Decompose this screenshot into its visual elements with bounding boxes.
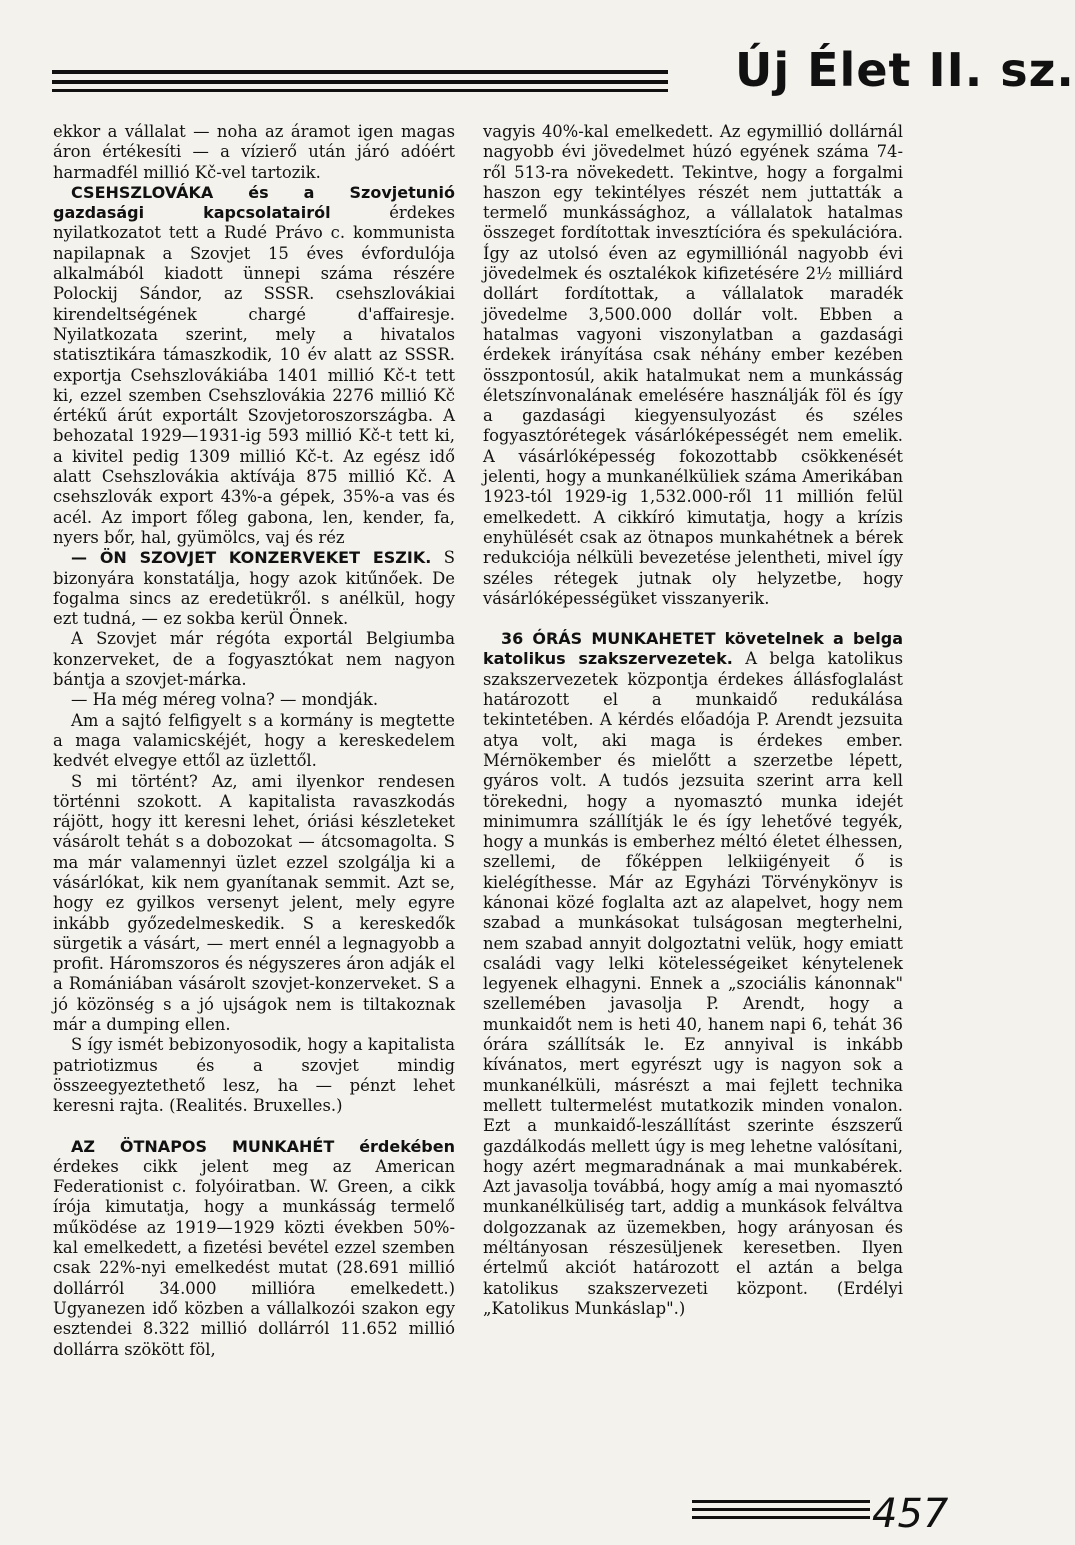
source-citation: (Realités. Bruxelles.) xyxy=(169,1096,343,1116)
paragraph-body: érdekes cikk jelent meg az American Federationist c. folyóiratban. W. Green, a cikk írója kimutatja, hogy a munkásság termelő működése az 1919—1929 közti években 50%-kal emelkedett, a fizetési bevétel ezzel szemben csak 22%-nyi emelkedést mutat (28.691 millió dollárról 34.000 millióra emelkedett.) Ugyanezen idő közben a vállalkozói szakon egy esztendei 8.322 millió dollárról 11.652 millió dollárra szökött föl, xyxy=(53,1156,455,1359)
paragraph xyxy=(53,1035,455,1116)
section-heading: — ÖN SZOVJET KONZERVEKET ESZIK. xyxy=(71,548,432,568)
paragraph xyxy=(483,629,903,1319)
paragraph: S mi történt? Az, ami ilyenkor rendesen történni szokott. A kapitalista ravaszkodás rájött, hogy itt keresni lehet, óriási készleteket vásárolt tehát s a dobozokat — átcsomagolta. S ma már valamennyi üzlet ezzel szolgálja ki a vásárlókat, kik nem gyanítanak semmit. Azt se, hogy ez gyilkos versenyt jelent, mely egyre inkább győzedelmeskedik. S a kereskedők sürgetik a vásárt, — mert ennél a legnagyobb a profit. Háromszoros és négyszeres áron adják el a Romániában vásárolt szovjet-konzerveket. S a jó közönség s a jó ujságok nem is tiltakoznak már a dumping ellen. xyxy=(53,771,455,1035)
paragraph-body: S bizonyára konstatálja, hogy azok kitűnőek. De fogalma sincs az eredetükről. s anélkül, hogy ezt tudná, — ez sokba kerül Önnek. xyxy=(53,548,455,629)
left-column xyxy=(53,122,455,1360)
footer-rule xyxy=(692,1508,870,1511)
header-rule xyxy=(52,70,668,74)
paragraph: ekkor a vállalat — noha az áramot igen magas áron értékesíti — a vízierő után járó adóért harmadfél millió Kč-vel tartozik. xyxy=(53,122,455,182)
journal-title: Új Élet II. sz. xyxy=(735,43,1075,97)
paragraph xyxy=(53,1137,455,1360)
page-number: 457 xyxy=(872,1491,949,1537)
paragraph: Am a sajtó felfigyelt s a kormány is megtette a maga valamicskéjét, hogy a kereskedelem kedvét elvegye ettől az üzlettől. xyxy=(53,710,455,771)
paragraph xyxy=(53,548,455,629)
paragraph-body: S így ismét bebizonyosodik, hogy a kapitalista patriotizmus és a szovjet mindig összeegyeztethető lesz, ha — pénzt lehet keresni rajta. xyxy=(53,1035,455,1116)
section-heading: AZ ÖTNAPOS MUNKAHÉT érdekében xyxy=(71,1136,455,1156)
paragraph-body: A belga katolikus szakszervezetek központja érdekes állásfoglalást határozott el a munkaidő redukálása tekintetében. A kérdés előadója P. Arendt jezsuita atya volt, aki maga is érdekes ember. Mérnökember és mielőtt a szerzetbe lépett, gyáros volt. A tudós jezsuita szerint arra kell törekedni, hogy a nyomasztó munka idejét minimumra szállítják le és így lehetővé tegyék, hogy a munkás is emberhez méltó életet élhessen, szellemi, de főképpen lelkiigényeit ő is kielégíthesse. Már az Egyházi Törvénykönyv is kánonai közé foglalta azt az alapelvet, hogy nem szabad a munkásokat tulságosan megterhelni, nem szabad annyit dolgoztatni velük, hogy emiatt családi vagy lelki kötelességeiket kénytelenek legyenek elhagyni. Ennek a „szociális kánonnak" szellemében javasolja P. Arendt, hogy a munkaidőt nem is heti 40, hanem napi 6, tehát 36 órára szállítsák le. Ez annyival is inkább kívánatos, mert egyrészt ugy is nagyon sok a munkanélküli, másrészt a mai fejlett technika mellett tultermelést mutatkozik minden vonalon. Ezt a munkaidő-leszállítást szerinte észszerű gazdálkodás mellett úgy is meg lehetne valósítani, hogy azért megmaradnának a mai munkabérek. Azt javasolja továbbá, hogy amíg a mai nyomasztó munkanélküliség tart, addig a munkások felváltva dolgozzanak az üzemekben, hogy arányosan és méltányosan részesüljenek keresetben. Ilyen értelmű akciót határozott el aztán a belga katolikus szakszervezeti központ. xyxy=(483,649,903,1298)
paragraph xyxy=(53,183,455,548)
right-column xyxy=(483,122,903,1319)
footer-rule xyxy=(692,1516,870,1519)
header-rule xyxy=(52,89,668,92)
paragraph: — Ha még méreg volna? — mondják. xyxy=(71,690,379,710)
paragraph-body: érdekes nyilatkozatot tett a Rudé Právo c. kommunista napilapnak a Szovjet 15 éves évfordulója alkalmából kiadott ünnepi száma részére Polockij Sándor, az SSSR. csehszlovákiai kirendeltségének chargé d'affairesje. Nyilatkozata szerint, mely a hivatalos statisztikára támaszkodik, 10 év alatt az SSSR. exportja Csehszlovákiába 1401 millió Kč-t tett ki, ezzel szemben Csehszlovákia 2276 millió Kč értékű árút exportált Szovjetoroszországba. A behozatal 1929—1931-ig 593 millió Kč-t tett ki, a kivitel pedig 1309 millió Kč-t. Az egész idő alatt Csehszlovákia aktívája 875 millió Kč. A csehszlovák export 43%-a gépek, 35%-a vas és acél. Az import főleg gabona, len, kender, fa, nyers bőr, hal, gyümölcs, vaj és réz xyxy=(53,203,455,547)
paragraph: A Szovjet már régóta exportál Belgiumba konzerveket, de a fogyasztókat nem nagyon bántja a szovjet-márka. xyxy=(53,629,455,690)
header-rule xyxy=(52,80,668,84)
paragraph: vagyis 40%-kal emelkedett. Az egymillió dollárnál nagyobb évi jövedelmet húzó egyének száma 74-ről 513-ra növekedett. Tekintve, hogy a forgalmi haszon egy tekintélyes részét nem juttatták a termelő munkássághoz, a vállalatok hatalmas összeget fordítottak invesztícióra és spekulációra. Így az utolsó éven az egymilliónál nagyobb évi jövedelmek és osztalékok kifizetésére 2½ milliárd dollárt fordítottak, a vállalatok maradék jövedelme 3,500.000 dollár volt. Ebben a hatalmas vagyoni viszonylatban a gazdasági érdekek irányítása csak néhány ember kezében összpontosúl, akik hatalmukat nem a munkásság életszínvonalának emelésére használják föl és így a gazdasági kiegyensulyozást és széles fogyasztórétegek vásárlóképességét nem emelik. A vásárlóképesség fokozottabb csökkenését jelenti, hogy a munkanélküliek száma Amerikában 1923-tól 1929-ig 1,532.000-ről 11 millión felül emelkedett. A cikkíró kimutatja, hogy a krízis enyhülését csak az ötnapos munkahétnek a bérek redukciója nélküli bevezetése jelentheti, mivel így széles rétegek jutnak oly helyzetbe, hogy vásárlóképességüket visszanyerik. xyxy=(483,122,903,608)
section-heading: 36 ÓRÁS MUNKAHETET követelnek a belga katolikus szakszervezetek. xyxy=(483,629,903,669)
source-citation: (Erdélyi „Katolikus Munkáslap".) xyxy=(483,1278,903,1318)
footer-rule xyxy=(692,1500,870,1503)
section-heading: CSEHSZLOVÁKA és a Szovjetunió gazdasági kapcsolatairól xyxy=(53,182,455,223)
